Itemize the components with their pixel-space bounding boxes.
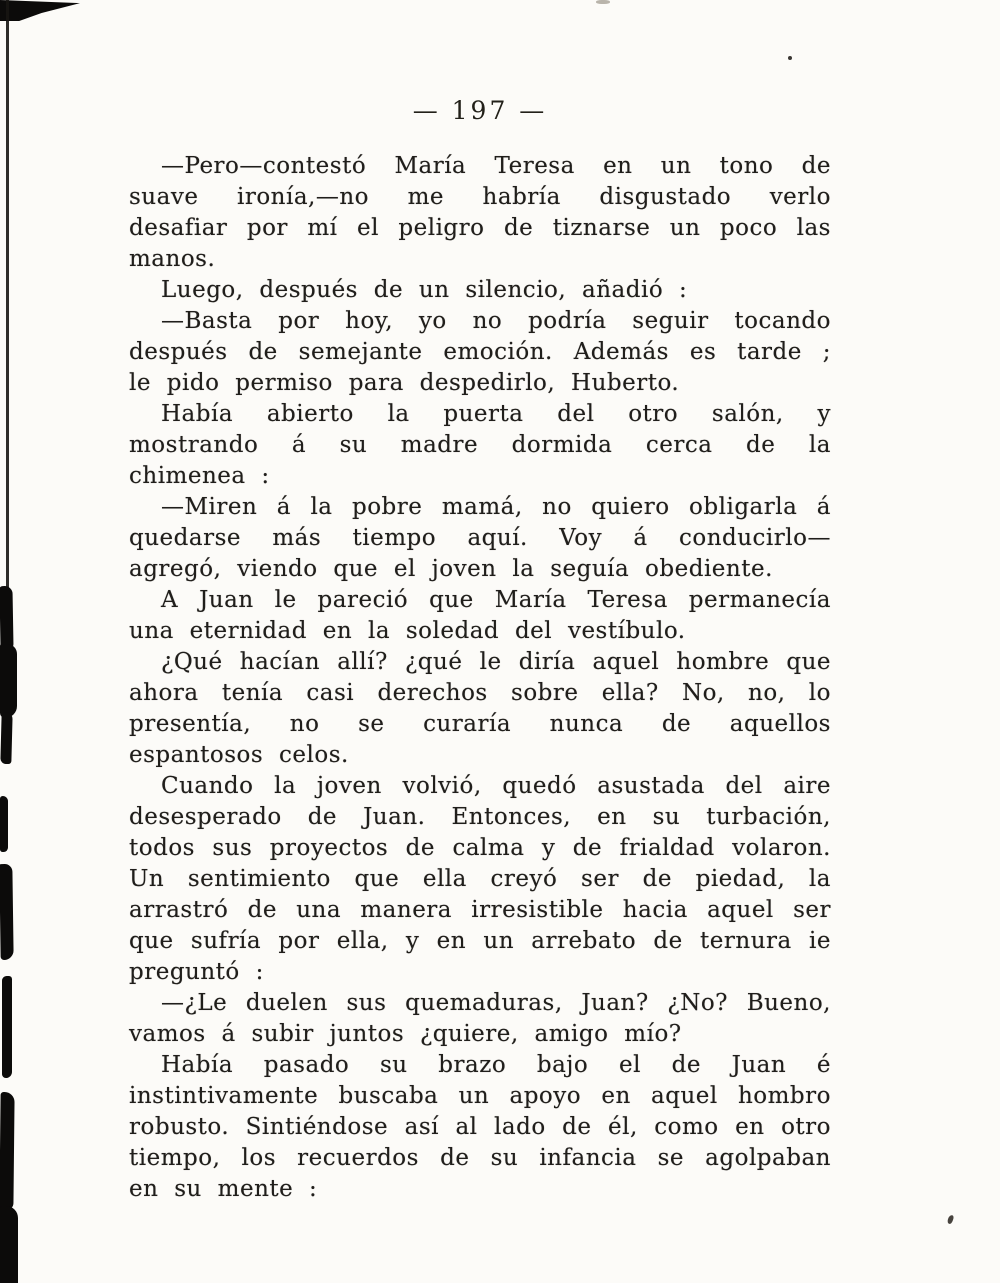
paragraph: ¿Qué hacían allí? ¿qué le diría aquel hombre que ahora tenía casi derechos sobre ella? No, no, lo presentía, no se curaría nunca de aquellos espantosos celos. <box>129 649 831 768</box>
paragraph: —Pero—contestó María Teresa en un tono de suave ironía,—no me habría disgustado verlo desafiar por mí el peligro de tiznarse un poco las manos. <box>129 153 831 272</box>
scan-edge-line <box>6 0 9 608</box>
paragraph: A Juan le pareció que María Teresa permanecía una eternidad en la soledad del vestíbulo. <box>129 587 831 644</box>
ink-smudge <box>0 586 14 650</box>
ink-smudge <box>2 976 12 1078</box>
ink-speck <box>947 1214 955 1224</box>
paragraph: Cuando la joven volvió, quedó asustada del aire desesperado de Juan. Entonces, en su turbación, todos sus proyectos de calma y de frialdad volaron. Un sentimiento que ella creyó ser de piedad, la arrastró de una manera irresistible hacia aquel ser que sufría por ella, y en un arrebato de ternura ie preguntó : <box>129 773 831 985</box>
ink-speck <box>788 56 792 60</box>
page-number: — 197 — <box>412 96 548 125</box>
ink-smudge <box>0 644 17 718</box>
ink-smudge <box>0 864 14 960</box>
ink-blot-corner <box>0 0 80 21</box>
paragraph: —Miren á la pobre mamá, no quiero obligarla á quedarse más tiempo aquí. Voy á conducirlo— agregó, viendo que el joven la seguía obediente. <box>129 494 831 582</box>
page-text-block <box>129 96 831 1205</box>
ink-smudge <box>0 712 12 764</box>
ink-smudge <box>0 796 8 852</box>
ink-smudge <box>0 1092 15 1210</box>
paragraph: —¿Le duelen sus quemaduras, Juan? ¿No? Bueno, vamos á subir juntos ¿quiere, amigo mío? <box>129 990 831 1047</box>
paragraph: Había pasado su brazo bajo el de Juan é instintivamente buscaba un apoyo en aquel hombro robusto. Sintiéndose así al lado de él, como en otro tiempo, los recuerdos de su infancia se agolpaban en su mente : <box>129 1052 831 1202</box>
ink-smudge <box>0 1206 18 1283</box>
ink-speck <box>596 0 610 4</box>
paragraph: Había abierto la puerta del otro salón, y mostrando á su madre dormida cerca de la chimenea : <box>129 401 831 489</box>
paragraph: Luego, después de un silencio, añadió : <box>161 277 688 303</box>
paragraph: —Basta por hoy, yo no podría seguir tocando después de semejante emoción. Además es tarde ; le pido permiso para despedirlo, Huberto. <box>129 308 831 396</box>
